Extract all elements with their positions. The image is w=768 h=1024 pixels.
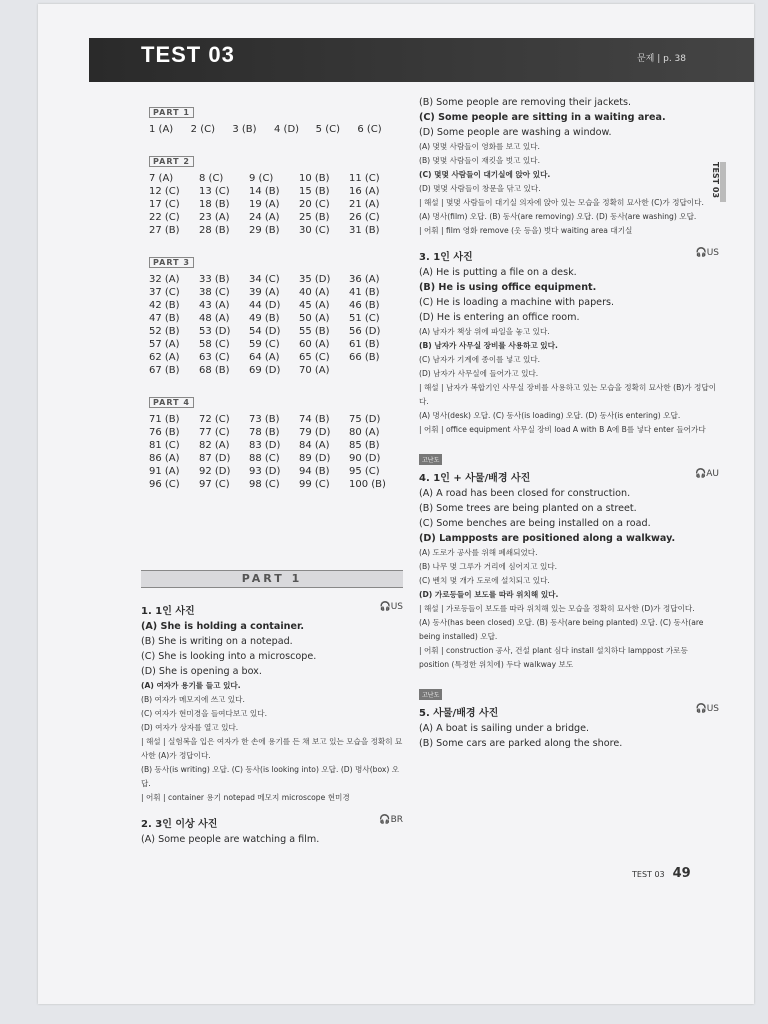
option-c: (C) Some people are sitting in a waiting area. (419, 112, 666, 123)
option-d: (D) Lampposts are positioned along a walkway. (419, 533, 676, 544)
option-a: (A) A boat is sailing under a bridge. (419, 723, 590, 734)
page-title: TEST 03 (141, 42, 235, 67)
right-column (419, 95, 719, 761)
answer-cell: 85 (B) (349, 440, 380, 451)
answer-cell: 23 (A) (199, 212, 230, 223)
answer-cell: 66 (B) (349, 352, 380, 363)
option-b: (B) Some people are removing their jackets. (419, 97, 632, 108)
explanation: | 해설 | 실험복을 입은 여자가 한 손에 용기를 든 채 보고 있는 모습을 정확히 묘사한 (A)가 정답이다. (141, 737, 403, 760)
wrong-answers: (A) 명사(desk) 오답. (C) 동사(is loading) 오답. (D) 동사(is entering) 오답. (419, 411, 681, 420)
answer-cell: 81 (C) (149, 440, 180, 451)
answer-cell: 60 (A) (299, 339, 330, 350)
answer-grid (149, 274, 399, 376)
option-c: (C) Some benches are being installed on a road. (419, 518, 651, 529)
translation-a: (A) 도로가 공사를 위해 폐쇄되었다. (419, 548, 538, 557)
answer-cell: 31 (B) (349, 225, 380, 236)
answer-cell: 51 (C) (349, 313, 380, 324)
option-b: (B) Some trees are being planted on a street. (419, 503, 637, 514)
answer-cell: 28 (B) (199, 225, 230, 236)
answer-cell: 38 (C) (199, 287, 230, 298)
accent-label: 🎧US (379, 602, 403, 612)
answer-grid (149, 414, 399, 490)
translation-a: (A) 몇몇 사람들이 영화를 보고 있다. (419, 142, 540, 151)
page-number: 49 (672, 866, 691, 881)
answer-cell: 36 (A) (349, 274, 380, 285)
answer-cell: 57 (A) (149, 339, 180, 350)
question-3 (419, 248, 719, 437)
answer-cell: 46 (B) (349, 300, 380, 311)
answer-cell: 82 (A) (199, 440, 230, 451)
answer-key (149, 100, 399, 504)
answer-cell (349, 365, 399, 376)
option-c: (C) He is loading a machine with papers. (419, 297, 615, 308)
answer-cell: 15 (B) (299, 186, 330, 197)
answer-cell: 96 (C) (149, 479, 180, 490)
translation-d: (D) 가로등들이 보도를 따라 위치해 있다. (419, 590, 559, 599)
translation-a: (A) 남자가 책상 위에 파일을 놓고 있다. (419, 327, 550, 336)
explanation: | 해설 | 몇몇 사람들이 대기실 의자에 앉아 있는 모습을 정확히 묘사한 (C)가 정답이다. (419, 198, 704, 207)
option-b: (B) She is writing on a notepad. (141, 636, 293, 647)
answer-cell: 90 (D) (349, 453, 381, 464)
answer-cell: 11 (C) (349, 173, 380, 184)
answer-cell: 62 (A) (149, 352, 180, 363)
answer-cell: 94 (B) (299, 466, 330, 477)
answer-cell: 22 (C) (149, 212, 180, 223)
answer-cell: 93 (D) (249, 466, 281, 477)
accent-label: 🎧AU (695, 469, 719, 479)
answer-cell: 34 (C) (249, 274, 280, 285)
wrong-answers: (B) 동사(is writing) 오답. (C) 동사(is looking into) 오답. (D) 명사(box) 오답. (141, 765, 400, 788)
answer-cell: 58 (C) (199, 339, 230, 350)
question-5 (419, 682, 719, 751)
translation-c: (C) 몇몇 사람들이 대기실에 앉아 있다. (419, 170, 551, 179)
answer-cell: 6 (C) (357, 124, 382, 135)
answer-cell: 54 (D) (249, 326, 281, 337)
answer-cell: 3 (B) (232, 124, 257, 135)
translation-b: (B) 나무 몇 그루가 거리에 심어지고 있다. (419, 562, 558, 571)
answer-cell: 99 (C) (299, 479, 330, 490)
answer-cell: 55 (B) (299, 326, 330, 337)
answer-cell: 98 (C) (249, 479, 280, 490)
footer-label: TEST 03 (632, 870, 665, 879)
answer-cell: 45 (A) (299, 300, 330, 311)
explanation: | 해설 | 가로등들이 보도를 따라 위치해 있는 모습을 정확히 묘사한 (D)가 정답이다. (419, 604, 695, 613)
answer-cell: 64 (A) (249, 352, 280, 363)
answer-cell: 43 (A) (199, 300, 230, 311)
accent-label: 🎧BR (379, 815, 403, 825)
answer-cell: 71 (B) (149, 414, 180, 425)
page-reference: 문제 | p. 38 (636, 54, 686, 64)
option-d: (D) Some people are washing a window. (419, 127, 612, 138)
translation-b: (B) 몇몇 사람들이 재킷을 벗고 있다. (419, 156, 540, 165)
question-title: 4. 1인 + 사물/배경 사진 (419, 473, 531, 484)
translation-b: (B) 남자가 사무실 장비를 사용하고 있다. (419, 341, 558, 350)
explanation: | 해설 | 남자가 복합기인 사무실 장비를 사용하고 있는 모습을 정확히 묘사한 (B)가 정답이다. (419, 383, 717, 406)
answer-cell: 97 (C) (199, 479, 230, 490)
translation-d: (D) 남자가 사무실에 들어가고 있다. (419, 369, 539, 378)
answer-cell: 26 (C) (349, 212, 380, 223)
answer-cell: 8 (C) (199, 173, 224, 184)
side-tab: TEST 03 (711, 162, 720, 199)
answer-cell: 59 (C) (249, 339, 280, 350)
answer-cell: 12 (C) (149, 186, 180, 197)
answer-cell: 88 (C) (249, 453, 280, 464)
translation-c: (C) 남자가 기계에 종이를 넣고 있다. (419, 355, 541, 364)
answer-cell: 73 (B) (249, 414, 280, 425)
answer-cell: 40 (A) (299, 287, 330, 298)
answer-cell: 21 (A) (349, 199, 380, 210)
answer-cell: 13 (C) (199, 186, 230, 197)
answer-cell: 53 (D) (199, 326, 231, 337)
option-b: (B) He is using office equipment. (419, 282, 597, 293)
answer-cell: 14 (B) (249, 186, 280, 197)
side-tab-marker (720, 162, 726, 202)
answer-cell: 74 (B) (299, 414, 330, 425)
translation-b: (B) 여자가 메모지에 쓰고 있다. (141, 695, 245, 704)
answer-cell: 37 (C) (149, 287, 180, 298)
answer-cell: 70 (A) (299, 365, 330, 376)
part-label: PART 2 (149, 149, 399, 171)
option-c: (C) She is looking into a microscope. (141, 651, 317, 662)
answer-cell: 20 (C) (299, 199, 330, 210)
answer-cell: 19 (A) (249, 199, 280, 210)
question-title: 3. 1인 사진 (419, 252, 473, 263)
answer-cell: 91 (A) (149, 466, 180, 477)
translation-d: (D) 몇몇 사람들이 창문을 닦고 있다. (419, 184, 541, 193)
wrong-answers: (A) 동사(has been closed) 오답. (B) 동사(are being planted) 오답. (C) 동사(are being installed) 오답. (419, 618, 704, 641)
vocabulary: | 어휘 | office equipment 사무실 장비 load A with B A에 B를 넣다 enter 들어가다 (419, 425, 706, 434)
accent-label: 🎧US (695, 248, 719, 258)
answer-cell: 44 (D) (249, 300, 281, 311)
answer-cell: 80 (A) (349, 427, 380, 438)
answer-cell: 68 (B) (199, 365, 230, 376)
question-title: 2. 3인 이상 사진 (141, 819, 218, 830)
answer-cell: 32 (A) (149, 274, 180, 285)
difficulty-badge: 고난도 (419, 689, 442, 700)
option-b: (B) Some cars are parked along the shore. (419, 738, 623, 749)
answer-cell: 7 (A) (149, 173, 174, 184)
option-a: (A) She is holding a container. (141, 621, 304, 632)
answer-cell: 63 (C) (199, 352, 230, 363)
difficulty-badge: 고난도 (419, 454, 442, 465)
question-title: 5. 사물/배경 사진 (419, 708, 499, 719)
question-title: 1. 1인 사진 (141, 606, 195, 617)
translation-a: (A) 여자가 용기를 들고 있다. (141, 681, 241, 690)
answer-cell: 87 (D) (199, 453, 231, 464)
answer-cell: 67 (B) (149, 365, 180, 376)
answer-grid (149, 124, 399, 135)
answer-cell: 4 (D) (274, 124, 300, 135)
header-bar (89, 38, 754, 82)
answer-cell: 39 (A) (249, 287, 280, 298)
answer-cell: 30 (C) (299, 225, 330, 236)
part-label: PART 1 (149, 100, 399, 122)
answer-cell: 72 (C) (199, 414, 230, 425)
answer-cell: 86 (A) (149, 453, 180, 464)
answer-cell: 100 (B) (349, 479, 386, 490)
answer-cell: 10 (B) (299, 173, 330, 184)
answer-cell: 48 (A) (199, 313, 230, 324)
answer-cell: 9 (C) (249, 173, 274, 184)
answer-cell: 17 (C) (149, 199, 180, 210)
answer-grid (149, 173, 399, 236)
answer-cell: 27 (B) (149, 225, 180, 236)
answer-cell: 24 (A) (249, 212, 280, 223)
answer-cell: 52 (B) (149, 326, 180, 337)
option-d: (D) She is opening a box. (141, 666, 262, 677)
question-2-cont (419, 95, 719, 238)
answer-cell: 25 (B) (299, 212, 330, 223)
answer-cell: 69 (D) (249, 365, 281, 376)
answer-cell: 65 (C) (299, 352, 330, 363)
option-a: (A) A road has been closed for construction. (419, 488, 631, 499)
answer-cell: 29 (B) (249, 225, 280, 236)
answer-cell: 61 (B) (349, 339, 380, 350)
translation-c: (C) 여자가 현미경을 들여다보고 있다. (141, 709, 267, 718)
page-footer (632, 866, 691, 881)
answer-cell: 83 (D) (249, 440, 281, 451)
part-heading: PART 1 (141, 570, 403, 588)
vocabulary: | 어휘 | construction 공사, 건설 plant 심다 install 설치하다 lamppost 가로등 position (특정한 위치에) 두다 walkway 보도 (419, 646, 688, 669)
option-a: (A) Some people are watching a film. (141, 834, 320, 845)
vocabulary: | 어휘 | container 용기 notepad 메모지 microscope 현미경 (141, 793, 350, 802)
answer-cell: 77 (C) (199, 427, 230, 438)
part-label: PART 4 (149, 390, 399, 412)
answer-cell: 79 (D) (299, 427, 331, 438)
option-d: (D) He is entering an office room. (419, 312, 580, 323)
translation-c: (C) 벤치 몇 개가 도로에 설치되고 있다. (419, 576, 550, 585)
wrong-answers: (A) 명사(film) 오답. (B) 동사(are removing) 오답. (D) 동사(are washing) 오답. (419, 212, 697, 221)
answer-cell: 84 (A) (299, 440, 330, 451)
answer-cell: 47 (B) (149, 313, 180, 324)
answer-cell: 35 (D) (299, 274, 331, 285)
answer-cell: 1 (A) (149, 124, 174, 135)
answer-cell: 18 (B) (199, 199, 230, 210)
accent-label: 🎧US (695, 704, 719, 714)
translation-d: (D) 여자가 상자를 열고 있다. (141, 723, 239, 732)
answer-cell: 5 (C) (315, 124, 340, 135)
question-4 (419, 447, 719, 672)
answer-cell: 42 (B) (149, 300, 180, 311)
answer-cell: 2 (C) (190, 124, 215, 135)
answer-cell: 50 (A) (299, 313, 330, 324)
answer-cell: 92 (D) (199, 466, 231, 477)
answer-cell: 89 (D) (299, 453, 331, 464)
part-label: PART 3 (149, 250, 399, 272)
answer-cell: 56 (D) (349, 326, 381, 337)
answer-cell: 75 (D) (349, 414, 381, 425)
question-2-start (141, 815, 403, 847)
answer-cell: 76 (B) (149, 427, 180, 438)
vocabulary: | 어휘 | film 영화 remove (옷 등을) 벗다 waiting area 대기실 (419, 226, 633, 235)
question-1 (141, 602, 403, 805)
option-a: (A) He is putting a file on a desk. (419, 267, 577, 278)
answer-cell: 78 (B) (249, 427, 280, 438)
answer-cell: 16 (A) (349, 186, 380, 197)
answer-cell: 41 (B) (349, 287, 380, 298)
answer-cell: 49 (B) (249, 313, 280, 324)
answer-cell: 95 (C) (349, 466, 380, 477)
answer-cell: 33 (B) (199, 274, 230, 285)
